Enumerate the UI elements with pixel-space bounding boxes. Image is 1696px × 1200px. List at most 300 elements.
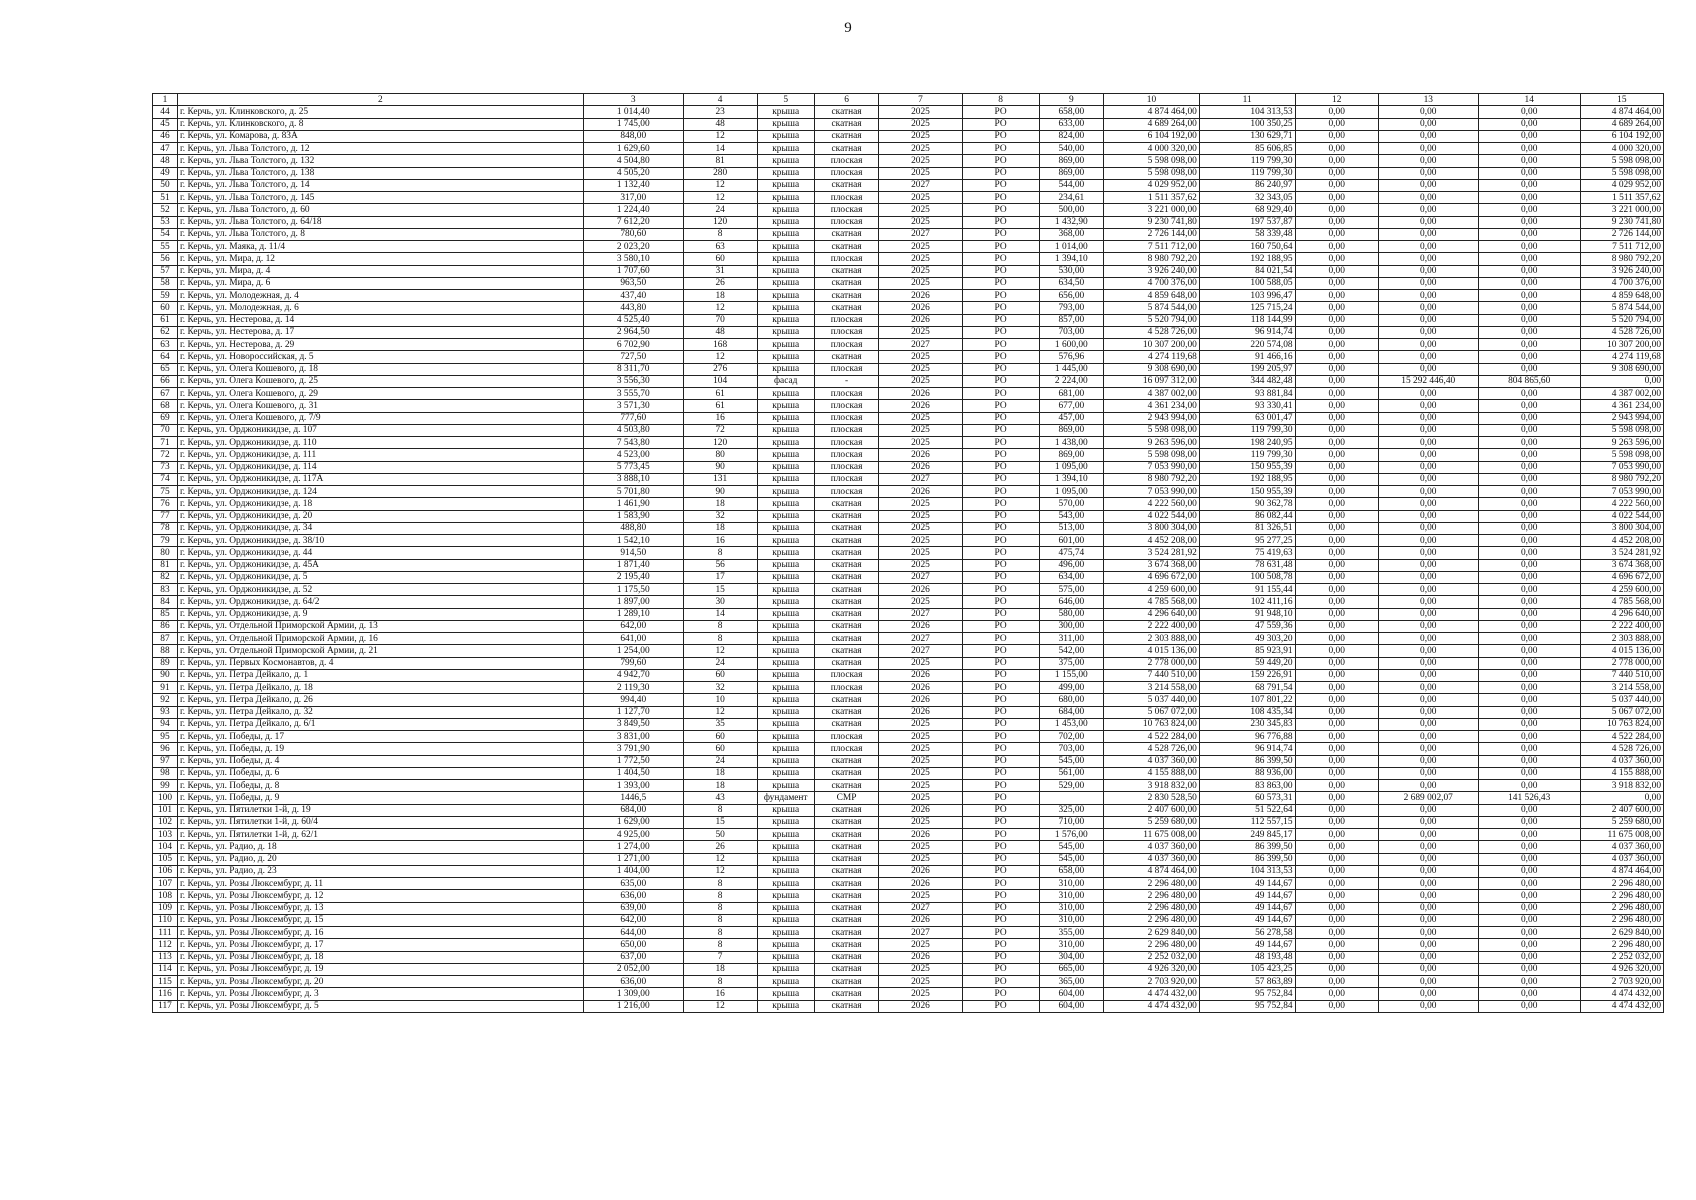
cell-element: крыша bbox=[757, 865, 814, 877]
cell-volume: 869,00 bbox=[1039, 155, 1104, 167]
cell-type: скатная bbox=[814, 547, 879, 559]
cell-residents: 26 bbox=[683, 277, 757, 289]
cell-specific-cost: 90 362,78 bbox=[1199, 498, 1295, 510]
cell-program: РО bbox=[962, 608, 1039, 620]
cell-element: крыша bbox=[757, 106, 814, 118]
cell-volume: 570,00 bbox=[1039, 498, 1104, 510]
cell-row-number: 86 bbox=[153, 620, 178, 632]
cell-specific-cost: 100 350,25 bbox=[1199, 118, 1295, 130]
cell-volume: 496,00 bbox=[1039, 559, 1104, 571]
table-row bbox=[153, 706, 1664, 718]
cell-program: РО bbox=[962, 963, 1039, 975]
column-header-address: 2 bbox=[177, 94, 583, 106]
cell-program: РО bbox=[962, 473, 1039, 485]
column-header-funding-14: 14 bbox=[1478, 94, 1580, 106]
cell-funding-15: 2 778 000,00 bbox=[1580, 657, 1663, 669]
cell-area: 4 925,00 bbox=[583, 829, 683, 841]
cell-element: крыша bbox=[757, 522, 814, 534]
cell-type: скатная bbox=[814, 143, 879, 155]
table-row bbox=[153, 351, 1664, 363]
cell-element: крыша bbox=[757, 804, 814, 816]
cell-year: 2025 bbox=[879, 143, 962, 155]
cell-total-cost: 10 307 200,00 bbox=[1104, 339, 1200, 351]
cell-type: скатная bbox=[814, 841, 879, 853]
cell-funding-15: 2 943 994,00 bbox=[1580, 412, 1663, 424]
cell-specific-cost: 49 144,67 bbox=[1199, 914, 1295, 926]
cell-funding-12: 0,00 bbox=[1295, 829, 1378, 841]
cell-type: скатная bbox=[814, 559, 879, 571]
cell-total-cost: 2 629 840,00 bbox=[1104, 927, 1200, 939]
cell-row-number: 52 bbox=[153, 204, 178, 216]
cell-residents: 60 bbox=[683, 731, 757, 743]
cell-type: скатная bbox=[814, 988, 879, 1000]
cell-program: РО bbox=[962, 461, 1039, 473]
cell-funding-14: 0,00 bbox=[1478, 106, 1580, 118]
cell-element: крыша bbox=[757, 510, 814, 522]
table-body bbox=[153, 106, 1664, 1013]
cell-row-number: 113 bbox=[153, 951, 178, 963]
cell-year: 2026 bbox=[879, 314, 962, 326]
cell-funding-15: 4 259 600,00 bbox=[1580, 584, 1663, 596]
cell-address: г. Керчь, ул. Орджоникидзе, д. 18 bbox=[177, 498, 583, 510]
cell-funding-15: 2 296 480,00 bbox=[1580, 890, 1663, 902]
cell-funding-14: 0,00 bbox=[1478, 130, 1580, 142]
cell-specific-cost: 86 399,50 bbox=[1199, 841, 1295, 853]
column-header-funding-15: 15 bbox=[1580, 94, 1663, 106]
cell-area: 1 271,00 bbox=[583, 853, 683, 865]
cell-funding-15: 4 274 119,68 bbox=[1580, 351, 1663, 363]
cell-volume: 1 095,00 bbox=[1039, 486, 1104, 498]
cell-element: крыша bbox=[757, 314, 814, 326]
cell-program: РО bbox=[962, 1000, 1039, 1012]
cell-volume: 633,00 bbox=[1039, 118, 1104, 130]
cell-type: скатная bbox=[814, 914, 879, 926]
cell-total-cost: 5 259 680,00 bbox=[1104, 816, 1200, 828]
cell-funding-15: 2 296 480,00 bbox=[1580, 902, 1663, 914]
cell-funding-14: 0,00 bbox=[1478, 167, 1580, 179]
cell-funding-13: 0,00 bbox=[1378, 914, 1478, 926]
cell-element: крыша bbox=[757, 167, 814, 179]
cell-program: РО bbox=[962, 510, 1039, 522]
cell-total-cost: 5 598 098,00 bbox=[1104, 155, 1200, 167]
cell-year: 2026 bbox=[879, 878, 962, 890]
cell-funding-14: 0,00 bbox=[1478, 277, 1580, 289]
cell-total-cost: 3 524 281,92 bbox=[1104, 547, 1200, 559]
cell-year: 2025 bbox=[879, 657, 962, 669]
cell-specific-cost: 100 508,78 bbox=[1199, 571, 1295, 583]
cell-element: крыша bbox=[757, 143, 814, 155]
cell-funding-13: 0,00 bbox=[1378, 890, 1478, 902]
cell-row-number: 69 bbox=[153, 412, 178, 424]
cell-program: РО bbox=[962, 914, 1039, 926]
cell-funding-15: 9 308 690,00 bbox=[1580, 363, 1663, 375]
cell-residents: 48 bbox=[683, 326, 757, 338]
cell-year: 2026 bbox=[879, 584, 962, 596]
cell-funding-13: 0,00 bbox=[1378, 437, 1478, 449]
cell-funding-12: 0,00 bbox=[1295, 596, 1378, 608]
table-row bbox=[153, 865, 1664, 877]
cell-specific-cost: 49 144,67 bbox=[1199, 939, 1295, 951]
cell-element: крыша bbox=[757, 424, 814, 436]
cell-area: 3 556,30 bbox=[583, 375, 683, 387]
cell-element: крыша bbox=[757, 694, 814, 706]
cell-volume: 542,00 bbox=[1039, 645, 1104, 657]
cell-funding-15: 7 440 510,00 bbox=[1580, 669, 1663, 681]
cell-specific-cost: 91 155,44 bbox=[1199, 584, 1295, 596]
cell-funding-14: 0,00 bbox=[1478, 939, 1580, 951]
cell-funding-15: 2 703 920,00 bbox=[1580, 976, 1663, 988]
cell-program: РО bbox=[962, 241, 1039, 253]
cell-year: 2027 bbox=[879, 927, 962, 939]
cell-address: г. Керчь, ул. Розы Люксембург, д. 3 bbox=[177, 988, 583, 1000]
cell-funding-15: 4 022 544,00 bbox=[1580, 510, 1663, 522]
cell-total-cost: 2 303 888,00 bbox=[1104, 633, 1200, 645]
cell-funding-13: 0,00 bbox=[1378, 608, 1478, 620]
cell-program: РО bbox=[962, 902, 1039, 914]
cell-funding-15: 9 263 596,00 bbox=[1580, 437, 1663, 449]
cell-residents: 7 bbox=[683, 951, 757, 963]
cell-funding-14: 0,00 bbox=[1478, 1000, 1580, 1012]
cell-funding-12: 0,00 bbox=[1295, 314, 1378, 326]
cell-address: г. Керчь, ул. Радио, д. 18 bbox=[177, 841, 583, 853]
cell-residents: 120 bbox=[683, 437, 757, 449]
cell-total-cost: 2 943 994,00 bbox=[1104, 412, 1200, 424]
cell-volume: 310,00 bbox=[1039, 914, 1104, 926]
cell-volume: 310,00 bbox=[1039, 902, 1104, 914]
cell-funding-15: 11 675 008,00 bbox=[1580, 829, 1663, 841]
cell-year: 2025 bbox=[879, 118, 962, 130]
cell-specific-cost: 85 606,85 bbox=[1199, 143, 1295, 155]
column-header-area: 3 bbox=[583, 94, 683, 106]
cell-address: г. Керчь, ул. Пятилетки 1-й, д. 62/1 bbox=[177, 829, 583, 841]
cell-area: 1 404,50 bbox=[583, 767, 683, 779]
cell-funding-13: 0,00 bbox=[1378, 192, 1478, 204]
cell-funding-13: 0,00 bbox=[1378, 780, 1478, 792]
cell-residents: 60 bbox=[683, 253, 757, 265]
cell-funding-13: 0,00 bbox=[1378, 412, 1478, 424]
cell-type: скатная bbox=[814, 596, 879, 608]
cell-program: РО bbox=[962, 375, 1039, 387]
cell-funding-14: 0,00 bbox=[1478, 559, 1580, 571]
cell-funding-13: 0,00 bbox=[1378, 522, 1478, 534]
cell-volume: 1 432,90 bbox=[1039, 216, 1104, 228]
cell-funding-12: 0,00 bbox=[1295, 535, 1378, 547]
cell-address: г. Керчь, ул. Молодежная, д. 4 bbox=[177, 290, 583, 302]
cell-address: г. Керчь, ул. Комарова, д. 83А bbox=[177, 130, 583, 142]
cell-specific-cost: 192 188,95 bbox=[1199, 473, 1295, 485]
cell-funding-14: 0,00 bbox=[1478, 669, 1580, 681]
cell-specific-cost: 249 845,17 bbox=[1199, 829, 1295, 841]
cell-element: крыша bbox=[757, 1000, 814, 1012]
cell-total-cost: 5 874 544,00 bbox=[1104, 302, 1200, 314]
cell-specific-cost: 58 339,48 bbox=[1199, 228, 1295, 240]
cell-address: г. Керчь, ул. Нестерова, д. 14 bbox=[177, 314, 583, 326]
cell-funding-14: 0,00 bbox=[1478, 192, 1580, 204]
cell-element: крыша bbox=[757, 363, 814, 375]
cell-element: крыша bbox=[757, 339, 814, 351]
cell-funding-12: 0,00 bbox=[1295, 890, 1378, 902]
cell-year: 2025 bbox=[879, 547, 962, 559]
cell-total-cost: 9 230 741,80 bbox=[1104, 216, 1200, 228]
cell-area: 2 052,00 bbox=[583, 963, 683, 975]
cell-funding-15: 3 524 281,92 bbox=[1580, 547, 1663, 559]
cell-total-cost: 4 387 002,00 bbox=[1104, 388, 1200, 400]
cell-funding-13: 0,00 bbox=[1378, 253, 1478, 265]
cell-funding-13: 0,00 bbox=[1378, 976, 1478, 988]
cell-funding-14: 0,00 bbox=[1478, 253, 1580, 265]
cell-type: скатная bbox=[814, 706, 879, 718]
cell-element: крыша bbox=[757, 449, 814, 461]
table-row bbox=[153, 571, 1664, 583]
table-row bbox=[153, 829, 1664, 841]
cell-total-cost: 4 528 726,00 bbox=[1104, 326, 1200, 338]
cell-type: плоская bbox=[814, 192, 879, 204]
cell-year: 2025 bbox=[879, 351, 962, 363]
cell-year: 2025 bbox=[879, 106, 962, 118]
cell-funding-15: 3 674 368,00 bbox=[1580, 559, 1663, 571]
cell-area: 780,60 bbox=[583, 228, 683, 240]
cell-funding-14: 0,00 bbox=[1478, 718, 1580, 730]
cell-row-number: 84 bbox=[153, 596, 178, 608]
cell-funding-14: 0,00 bbox=[1478, 682, 1580, 694]
cell-funding-15: 4 037 360,00 bbox=[1580, 755, 1663, 767]
cell-year: 2025 bbox=[879, 510, 962, 522]
table-row bbox=[153, 780, 1664, 792]
column-header-type: 6 bbox=[814, 94, 879, 106]
cell-volume: 1 438,00 bbox=[1039, 437, 1104, 449]
cell-funding-14: 0,00 bbox=[1478, 841, 1580, 853]
cell-year: 2025 bbox=[879, 253, 962, 265]
cell-element: крыша bbox=[757, 755, 814, 767]
cell-type: плоская bbox=[814, 216, 879, 228]
cell-funding-14: 0,00 bbox=[1478, 596, 1580, 608]
cell-funding-14: 0,00 bbox=[1478, 461, 1580, 473]
cell-volume: 500,00 bbox=[1039, 204, 1104, 216]
cell-specific-cost: 86 399,50 bbox=[1199, 853, 1295, 865]
cell-volume: 304,00 bbox=[1039, 951, 1104, 963]
cell-funding-13: 0,00 bbox=[1378, 167, 1478, 179]
cell-row-number: 83 bbox=[153, 584, 178, 596]
cell-element: крыша bbox=[757, 914, 814, 926]
cell-funding-13: 0,00 bbox=[1378, 853, 1478, 865]
cell-residents: 131 bbox=[683, 473, 757, 485]
cell-program: РО bbox=[962, 449, 1039, 461]
cell-type: плоская bbox=[814, 326, 879, 338]
cell-specific-cost: 96 776,88 bbox=[1199, 731, 1295, 743]
table-row bbox=[153, 277, 1664, 289]
cell-year: 2025 bbox=[879, 192, 962, 204]
table-row bbox=[153, 510, 1664, 522]
column-header-total-cost: 10 bbox=[1104, 94, 1200, 106]
cell-specific-cost: 107 801,22 bbox=[1199, 694, 1295, 706]
cell-specific-cost: 68 791,54 bbox=[1199, 682, 1295, 694]
cell-volume: 1 576,00 bbox=[1039, 829, 1104, 841]
cell-address: г. Керчь, ул. Розы Люксембург, д. 11 bbox=[177, 878, 583, 890]
cell-funding-14: 0,00 bbox=[1478, 290, 1580, 302]
cell-volume: 311,00 bbox=[1039, 633, 1104, 645]
cell-funding-13: 0,00 bbox=[1378, 584, 1478, 596]
cell-funding-13: 0,00 bbox=[1378, 118, 1478, 130]
cell-address: г. Керчь, ул. Розы Люксембург, д. 13 bbox=[177, 902, 583, 914]
cell-address: г. Керчь, ул. Розы Люксембург, д. 16 bbox=[177, 927, 583, 939]
cell-volume: 702,00 bbox=[1039, 731, 1104, 743]
cell-funding-14: 0,00 bbox=[1478, 755, 1580, 767]
cell-residents: 168 bbox=[683, 339, 757, 351]
cell-address: г. Керчь, ул. Клинковского, д. 8 bbox=[177, 118, 583, 130]
table-row bbox=[153, 841, 1664, 853]
cell-total-cost: 4 785 568,00 bbox=[1104, 596, 1200, 608]
cell-volume: 1 014,00 bbox=[1039, 241, 1104, 253]
cell-funding-13: 0,00 bbox=[1378, 694, 1478, 706]
cell-row-number: 50 bbox=[153, 179, 178, 191]
cell-area: 4 525,40 bbox=[583, 314, 683, 326]
column-header-funding-13: 13 bbox=[1378, 94, 1478, 106]
cell-funding-15: 5 598 098,00 bbox=[1580, 449, 1663, 461]
cell-funding-15: 2 303 888,00 bbox=[1580, 633, 1663, 645]
cell-element: крыша bbox=[757, 890, 814, 902]
column-header-funding-12: 12 bbox=[1295, 94, 1378, 106]
cell-funding-15: 4 387 002,00 bbox=[1580, 388, 1663, 400]
cell-row-number: 53 bbox=[153, 216, 178, 228]
cell-funding-13: 0,00 bbox=[1378, 571, 1478, 583]
cell-address: г. Керчь, ул. Олега Кошевого, д. 29 bbox=[177, 388, 583, 400]
cell-row-number: 58 bbox=[153, 277, 178, 289]
cell-program: РО bbox=[962, 804, 1039, 816]
cell-area: 994,40 bbox=[583, 694, 683, 706]
cell-element: крыша bbox=[757, 608, 814, 620]
table-row bbox=[153, 682, 1664, 694]
cell-program: РО bbox=[962, 976, 1039, 988]
cell-element: крыша bbox=[757, 939, 814, 951]
cell-type: скатная bbox=[814, 535, 879, 547]
cell-year: 2025 bbox=[879, 498, 962, 510]
cell-funding-12: 0,00 bbox=[1295, 731, 1378, 743]
cell-funding-14: 0,00 bbox=[1478, 706, 1580, 718]
cell-type: скатная bbox=[814, 290, 879, 302]
cell-type: плоская bbox=[814, 253, 879, 265]
cell-funding-14: 0,00 bbox=[1478, 976, 1580, 988]
cell-total-cost: 4 522 284,00 bbox=[1104, 731, 1200, 743]
cell-volume: 545,00 bbox=[1039, 841, 1104, 853]
cell-funding-15: 5 259 680,00 bbox=[1580, 816, 1663, 828]
cell-year: 2026 bbox=[879, 290, 962, 302]
cell-element: крыша bbox=[757, 767, 814, 779]
cell-element: крыша bbox=[757, 216, 814, 228]
cell-funding-13: 0,00 bbox=[1378, 902, 1478, 914]
cell-program: РО bbox=[962, 118, 1039, 130]
cell-program: РО bbox=[962, 277, 1039, 289]
cell-funding-13: 0,00 bbox=[1378, 1000, 1478, 1012]
table-row bbox=[153, 314, 1664, 326]
cell-row-number: 90 bbox=[153, 669, 178, 681]
cell-year: 2025 bbox=[879, 277, 962, 289]
cell-address: г. Керчь, ул. Победы, д. 6 bbox=[177, 767, 583, 779]
cell-area: 317,00 bbox=[583, 192, 683, 204]
cell-row-number: 61 bbox=[153, 314, 178, 326]
cell-residents: 61 bbox=[683, 388, 757, 400]
cell-year: 2025 bbox=[879, 853, 962, 865]
cell-type: скатная bbox=[814, 767, 879, 779]
cell-specific-cost: 88 936,00 bbox=[1199, 767, 1295, 779]
table-row bbox=[153, 743, 1664, 755]
cell-type: плоская bbox=[814, 204, 879, 216]
cell-funding-13: 0,00 bbox=[1378, 179, 1478, 191]
cell-volume: 310,00 bbox=[1039, 878, 1104, 890]
cell-row-number: 89 bbox=[153, 657, 178, 669]
cell-funding-13: 0,00 bbox=[1378, 351, 1478, 363]
cell-funding-13: 0,00 bbox=[1378, 400, 1478, 412]
cell-program: РО bbox=[962, 253, 1039, 265]
cell-total-cost: 4 700 376,00 bbox=[1104, 277, 1200, 289]
cell-specific-cost: 51 522,64 bbox=[1199, 804, 1295, 816]
cell-element: крыша bbox=[757, 473, 814, 485]
cell-program: РО bbox=[962, 265, 1039, 277]
cell-total-cost: 2 252 032,00 bbox=[1104, 951, 1200, 963]
cell-area: 641,00 bbox=[583, 633, 683, 645]
cell-funding-15: 2 222 400,00 bbox=[1580, 620, 1663, 632]
cell-program: РО bbox=[962, 130, 1039, 142]
cell-volume: 475,74 bbox=[1039, 547, 1104, 559]
cell-address: г. Керчь, ул. Радио, д. 23 bbox=[177, 865, 583, 877]
cell-address: г. Керчь, ул. Мира, д. 4 bbox=[177, 265, 583, 277]
cell-funding-15: 10 307 200,00 bbox=[1580, 339, 1663, 351]
cell-funding-15: 10 763 824,00 bbox=[1580, 718, 1663, 730]
cell-row-number: 45 bbox=[153, 118, 178, 130]
cell-residents: 8 bbox=[683, 927, 757, 939]
cell-funding-14: 0,00 bbox=[1478, 951, 1580, 963]
cell-volume: 1 095,00 bbox=[1039, 461, 1104, 473]
cell-funding-14: 0,00 bbox=[1478, 473, 1580, 485]
table-row bbox=[153, 657, 1664, 669]
cell-element: крыша bbox=[757, 927, 814, 939]
cell-funding-15: 4 696 672,00 bbox=[1580, 571, 1663, 583]
table-row bbox=[153, 755, 1664, 767]
cell-funding-14: 0,00 bbox=[1478, 118, 1580, 130]
cell-funding-12: 0,00 bbox=[1295, 816, 1378, 828]
cell-address: г. Керчь, ул. Петра Дейкало, д. 1 bbox=[177, 669, 583, 681]
cell-year: 2025 bbox=[879, 718, 962, 730]
cell-area: 1 132,40 bbox=[583, 179, 683, 191]
cell-address: г. Керчь, ул. Орджоникидзе, д. 64/2 bbox=[177, 596, 583, 608]
cell-funding-12: 0,00 bbox=[1295, 694, 1378, 706]
cell-residents: 12 bbox=[683, 130, 757, 142]
cell-row-number: 49 bbox=[153, 167, 178, 179]
table-row bbox=[153, 963, 1664, 975]
cell-volume: 1 445,00 bbox=[1039, 363, 1104, 375]
cell-address: г. Керчь, ул. Победы, д. 4 bbox=[177, 755, 583, 767]
cell-funding-14: 0,00 bbox=[1478, 522, 1580, 534]
cell-element: крыша bbox=[757, 829, 814, 841]
cell-type: скатная bbox=[814, 865, 879, 877]
cell-volume: 869,00 bbox=[1039, 424, 1104, 436]
cell-year: 2025 bbox=[879, 375, 962, 387]
cell-area: 2 023,20 bbox=[583, 241, 683, 253]
cell-funding-15: 4 528 726,00 bbox=[1580, 326, 1663, 338]
table-row bbox=[153, 461, 1664, 473]
cell-address: г. Керчь, ул. Орджоникидзе, д. 45А bbox=[177, 559, 583, 571]
cell-residents: 60 bbox=[683, 743, 757, 755]
cell-funding-12: 0,00 bbox=[1295, 437, 1378, 449]
cell-residents: 18 bbox=[683, 767, 757, 779]
cell-program: РО bbox=[962, 155, 1039, 167]
cell-funding-12: 0,00 bbox=[1295, 988, 1378, 1000]
cell-row-number: 65 bbox=[153, 363, 178, 375]
cell-row-number: 67 bbox=[153, 388, 178, 400]
cell-residents: 18 bbox=[683, 963, 757, 975]
cell-total-cost: 7 511 712,00 bbox=[1104, 241, 1200, 253]
table-row bbox=[153, 669, 1664, 681]
cell-year: 2025 bbox=[879, 559, 962, 571]
